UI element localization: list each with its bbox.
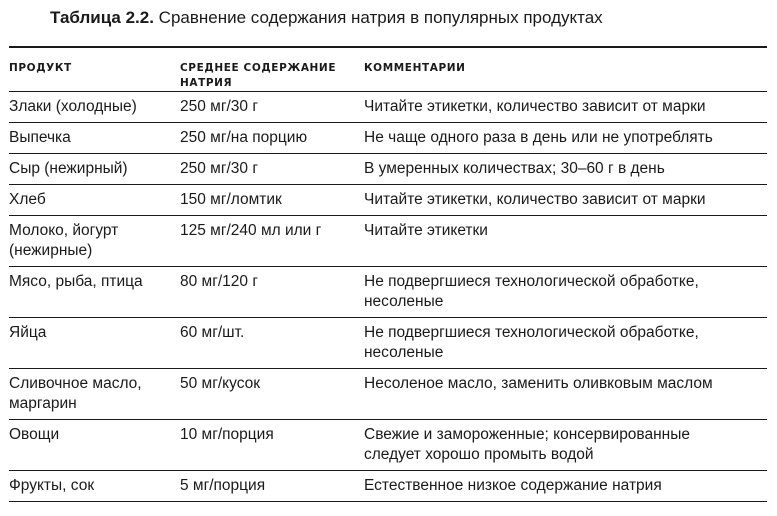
table-row: [9, 185, 767, 216]
cell-product: Сливочное масло, маргарин: [9, 369, 180, 420]
cell-comment: Читайте этикетки, количество зависит от марки: [364, 185, 767, 216]
table-row: [9, 92, 767, 123]
table-row: [9, 369, 767, 420]
table-row: [9, 267, 767, 318]
cell-comment: Не чаще одного раза в день или не употреблять: [364, 123, 767, 154]
table-row: [9, 216, 767, 267]
table-caption: [50, 7, 603, 29]
cell-comment: Читайте этикетки, количество зависит от марки: [364, 92, 767, 123]
cell-product: Яйца: [9, 318, 180, 369]
cell-product: Хлеб: [9, 185, 180, 216]
cell-comment: Не подвергшиеся технологической обработке, несоленые: [364, 267, 767, 318]
cell-comment: Несоленое масло, заменить оливковым маслом: [364, 369, 767, 420]
table-row: [9, 123, 767, 154]
cell-comment: В умеренных количествах; 30–60 г в день: [364, 154, 767, 185]
cell-sodium: 250 мг/30 г: [180, 154, 364, 185]
cell-sodium: 250 мг/на порцию: [180, 123, 364, 154]
cell-product: Выпечка: [9, 123, 180, 154]
cell-product: Злаки (холодные): [9, 92, 180, 123]
cell-product: Мясо, рыба, птица: [9, 267, 180, 318]
cell-comment: Читайте этикетки: [364, 216, 767, 267]
sodium-table: [9, 48, 767, 502]
caption-number: Таблица 2.2.: [50, 8, 154, 27]
table-row: [9, 154, 767, 185]
table-row: [9, 420, 767, 471]
cell-sodium: 80 мг/120 г: [180, 267, 364, 318]
cell-product: Сыр (нежирный): [9, 154, 180, 185]
cell-sodium: 125 мг/240 мл или г: [180, 216, 364, 267]
cell-sodium: 10 мг/порция: [180, 420, 364, 471]
caption-text: Сравнение содержания натрия в популярных продуктах: [158, 8, 603, 27]
cell-sodium: 150 мг/ломтик: [180, 185, 364, 216]
header-comment: КОММЕНТАРИИ: [364, 48, 767, 92]
cell-sodium: 5 мг/порция: [180, 471, 364, 502]
table-row: [9, 471, 767, 502]
cell-comment: Не подвергшиеся технологической обработке, несоленые: [364, 318, 767, 369]
header-row: [9, 48, 767, 92]
cell-sodium: 50 мг/кусок: [180, 369, 364, 420]
header-product: ПРОДУКТ: [9, 48, 180, 92]
cell-product: Фрукты, сок: [9, 471, 180, 502]
table-row: [9, 318, 767, 369]
cell-comment: Естественное низкое содержание натрия: [364, 471, 767, 502]
cell-product: Овощи: [9, 420, 180, 471]
cell-comment: Свежие и замороженные; консервированные следует хорошо промыть водой: [364, 420, 767, 471]
cell-sodium: 60 мг/шт.: [180, 318, 364, 369]
cell-product: Молоко, йогурт (нежирные): [9, 216, 180, 267]
cell-sodium: 250 мг/30 г: [180, 92, 364, 123]
header-sodium: СРЕДНЕЕ СОДЕРЖАНИЕ НАТРИЯ: [180, 48, 364, 92]
